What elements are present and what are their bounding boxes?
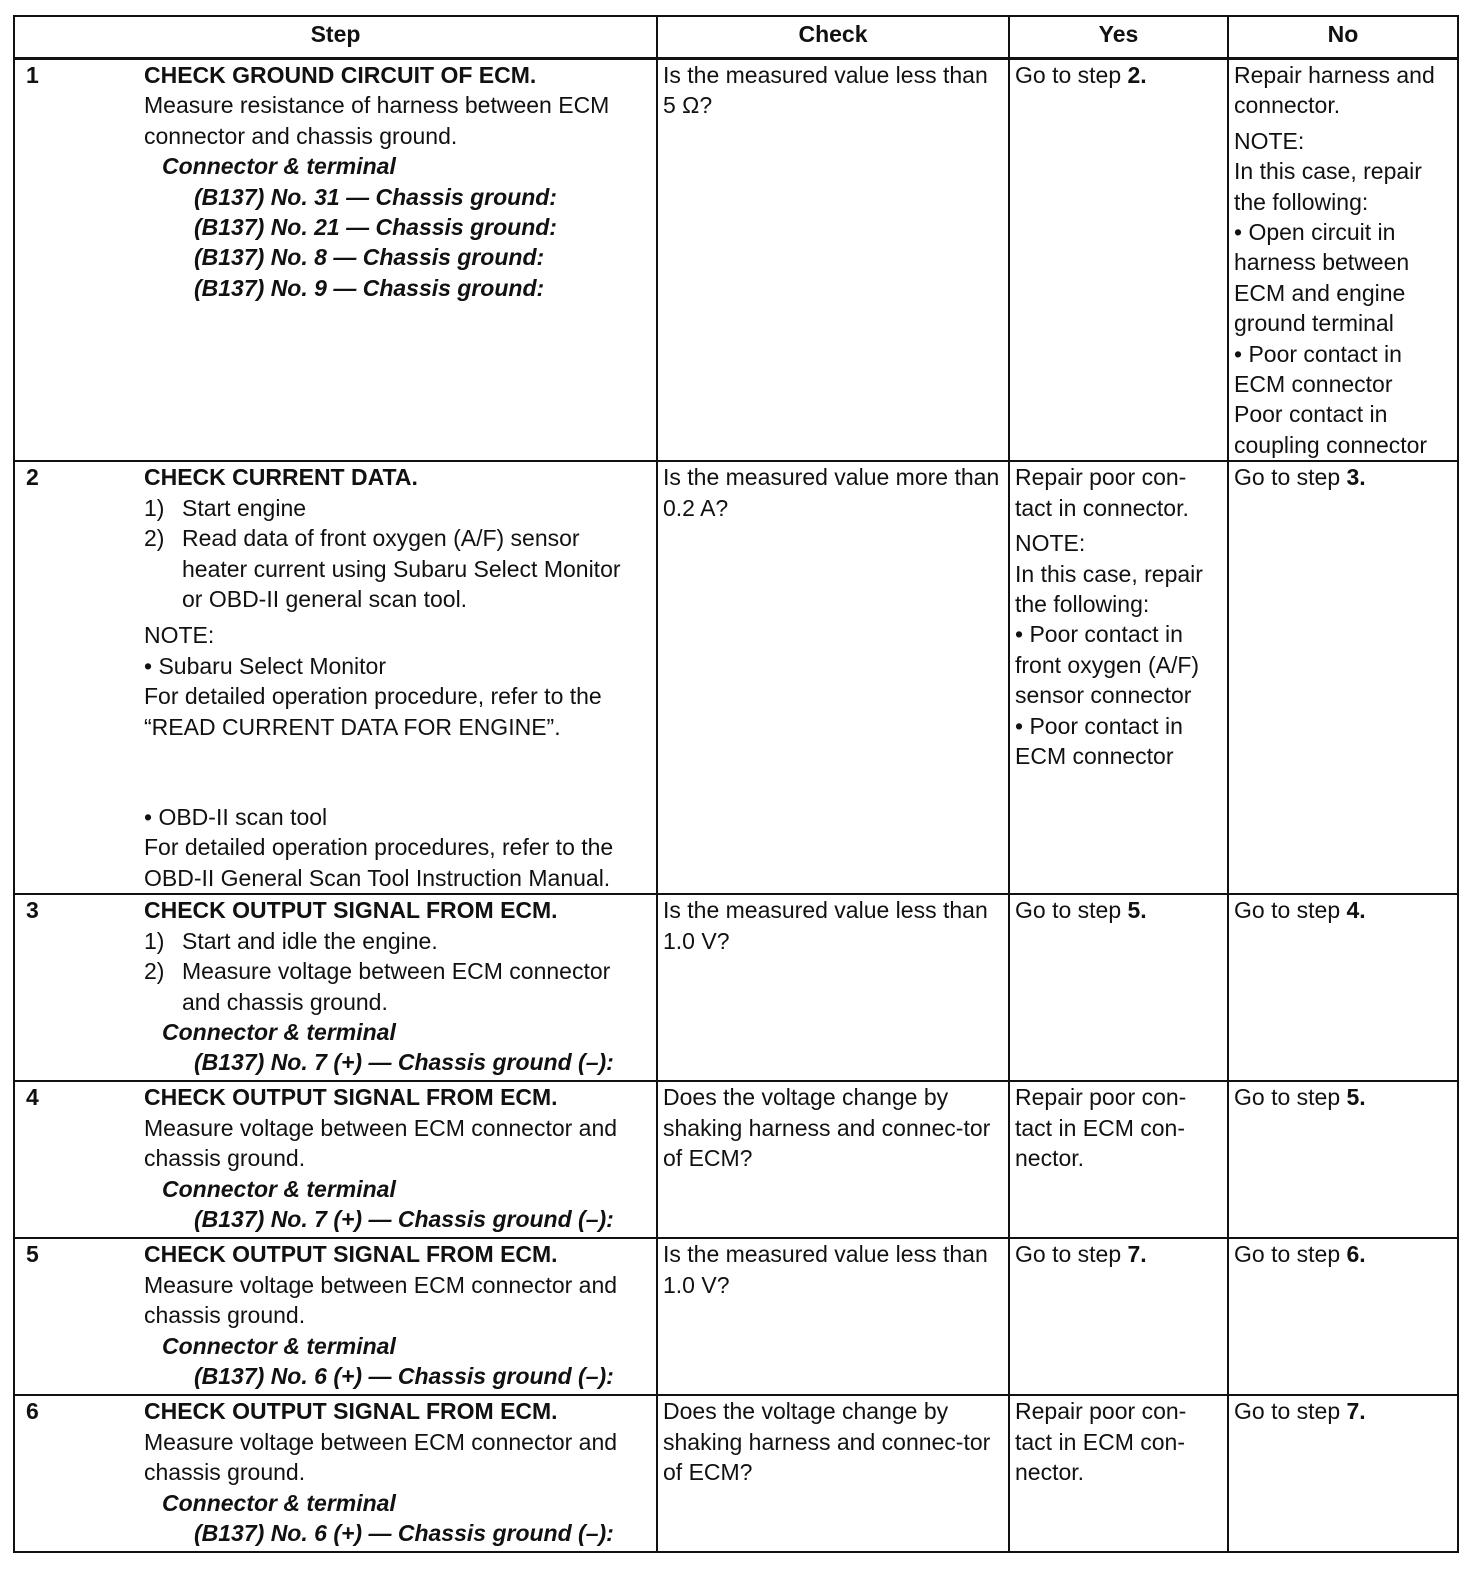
no-prefix: Go to step: [1234, 897, 1347, 924]
note-label: NOTE:: [144, 622, 215, 649]
terminal-line: (B137) No. 9 — Chassis ground:: [194, 274, 545, 301]
table-row-step-3: [14, 894, 1458, 1081]
step-title: CHECK GROUND CIRCUIT OF ECM.: [144, 62, 537, 88]
note-line: In this case, repair the following:: [1015, 560, 1203, 617]
note-line: Poor contact in coupling connector: [1234, 401, 1428, 458]
no-prefix: Go to step: [1234, 1241, 1347, 1268]
step-number: 3: [26, 897, 39, 924]
diagnostic-table: [13, 15, 1459, 1553]
note-line: • Poor contact in front oxygen (A/F) sensor connector: [1015, 621, 1200, 709]
note-line: • Poor contact in ECM connector: [1015, 712, 1183, 769]
note-line: • Open circuit in harness between ECM and engine ground terminal: [1234, 219, 1410, 337]
no-step-link: 3.: [1346, 464, 1366, 491]
step-number: 4: [26, 1084, 39, 1111]
no-prefix: Go to step: [1234, 1398, 1347, 1425]
no-cell: [1228, 461, 1458, 894]
step-title: CHECK OUTPUT SIGNAL FROM ECM.: [144, 1241, 558, 1268]
step-text: Measure voltage between ECM connector and chassis ground.: [144, 1428, 618, 1486]
step-cell: [14, 1395, 657, 1552]
check-cell: Is the measured value less than 5 Ω?: [657, 59, 1009, 462]
connector-label: Connector & terminal: [162, 1018, 396, 1045]
yes-cell: [1009, 894, 1228, 1081]
table-row-step-5: [14, 1238, 1458, 1395]
spacer: [144, 742, 647, 802]
no-cell: [1228, 1395, 1458, 1552]
terminal-line: (B137) No. 6 (+) — Chassis ground (–):: [194, 1362, 614, 1389]
step-number: 6: [26, 1398, 39, 1425]
no-prefix: Go to step: [1234, 464, 1347, 491]
procedure-item: 2) Measure voltage between ECM connector and chassis ground.: [144, 958, 611, 1015]
note-line: • Poor contact in ECM connector: [1234, 340, 1402, 398]
check-cell: Is the measured value less than 1.0 V?: [657, 1238, 1009, 1395]
terminal-line: (B137) No. 7 (+) — Chassis ground (–):: [194, 1049, 614, 1076]
step-title: CHECK OUTPUT SIGNAL FROM ECM.: [144, 897, 558, 924]
yes-cell: [1009, 59, 1228, 462]
terminal-line: (B137) No. 8 — Chassis ground:: [194, 244, 545, 271]
header-no: No: [1228, 16, 1458, 59]
yes-cell: Repair poor con-tact in ECM con-nector.: [1009, 1081, 1228, 1238]
procedure-item: 1) Start and idle the engine.: [144, 927, 438, 954]
terminal-line: (B137) No. 6 (+) — Chassis ground (–):: [194, 1519, 614, 1546]
header-yes: Yes: [1009, 16, 1228, 59]
yes-prefix: Go to step: [1015, 897, 1128, 924]
terminal-line: (B137) No. 7 (+) — Chassis ground (–):: [194, 1205, 614, 1232]
table-row-step-6: [14, 1395, 1458, 1552]
connector-label: Connector & terminal: [162, 153, 396, 180]
check-cell: Does the voltage change by shaking harness and connec-tor of ECM?: [657, 1395, 1009, 1552]
step-text: Measure voltage between ECM connector and chassis ground.: [144, 1271, 618, 1329]
yes-prefix: Go to step: [1015, 62, 1128, 88]
header-row: [14, 16, 1458, 59]
no-cell: [1228, 59, 1458, 462]
step-cell: [14, 1238, 657, 1395]
table-row-step-1: [14, 59, 1458, 462]
procedure-item: 1) Start engine: [144, 494, 307, 521]
note-obd: • OBD-II scan tool: [144, 803, 328, 830]
check-cell: Is the measured value more than 0.2 A?: [657, 461, 1009, 894]
step-number: 5: [26, 1241, 39, 1268]
note-ssm: • Subaru Select Monitor: [144, 652, 387, 679]
note-obd-text: For detailed operation procedures, refer to the OBD-II General Scan Tool Instruction Manual.: [144, 834, 614, 891]
step-cell: [14, 461, 657, 894]
table-row-step-4: [14, 1081, 1458, 1238]
step-text: Measure voltage between ECM connector and chassis ground.: [144, 1114, 618, 1172]
step-cell: [14, 894, 657, 1081]
check-cell: Does the voltage change by shaking harness and connec-tor of ECM?: [657, 1081, 1009, 1238]
yes-cell: [1009, 1238, 1228, 1395]
connector-label: Connector & terminal: [162, 1175, 396, 1202]
yes-prefix: Go to step: [1015, 1241, 1128, 1268]
terminal-line: (B137) No. 31 — Chassis ground:: [194, 183, 557, 210]
terminal-line: (B137) No. 21 — Chassis ground:: [194, 214, 557, 241]
no-step-link: 4.: [1346, 897, 1366, 924]
yes-text: Repair poor con-tact in connector.: [1015, 464, 1189, 521]
note-label: NOTE:: [1015, 530, 1086, 557]
step-number: 1: [26, 62, 39, 88]
connector-label: Connector & terminal: [162, 1489, 396, 1516]
procedure-item: 2) Read data of front oxygen (A/F) sensor heater current using Subaru Select Monitor or OBD-II general scan tool.: [144, 525, 621, 612]
no-cell: [1228, 1238, 1458, 1395]
step-cell: [14, 1081, 657, 1238]
no-step-link: 7.: [1346, 1398, 1366, 1425]
header-step: Step: [14, 16, 657, 59]
check-cell: Is the measured value less than 1.0 V?: [657, 894, 1009, 1081]
step-title: CHECK CURRENT DATA.: [144, 464, 418, 491]
step-title: CHECK OUTPUT SIGNAL FROM ECM.: [144, 1084, 558, 1111]
step-title: CHECK OUTPUT SIGNAL FROM ECM.: [144, 1398, 558, 1425]
step-text: Measure resistance of harness between ECM connector and chassis ground.: [144, 92, 610, 149]
connector-label: Connector & terminal: [162, 1332, 396, 1359]
no-cell: [1228, 1081, 1458, 1238]
table-row-step-2: [14, 461, 1458, 894]
yes-cell: Repair poor con-tact in ECM con-nector.: [1009, 1395, 1228, 1552]
no-step-link: 6.: [1346, 1241, 1366, 1268]
no-prefix: Go to step: [1234, 1084, 1347, 1111]
note-label: NOTE:: [1234, 127, 1305, 154]
header-check: Check: [657, 16, 1009, 59]
yes-cell: [1009, 461, 1228, 894]
step-number: 2: [26, 464, 39, 491]
yes-step-link: 7.: [1127, 1241, 1147, 1268]
yes-step-link: 2.: [1127, 62, 1147, 88]
no-cell: [1228, 894, 1458, 1081]
yes-step-link: 5.: [1127, 897, 1147, 924]
note-ssm-text: For detailed operation procedure, refer to the “READ CURRENT DATA FOR ENGINE”.: [144, 683, 602, 740]
step-cell: [14, 59, 657, 462]
no-step-link: 5.: [1346, 1084, 1366, 1111]
note-line: In this case, repair the following:: [1234, 158, 1422, 215]
no-text: Repair harness and connector.: [1234, 62, 1435, 119]
